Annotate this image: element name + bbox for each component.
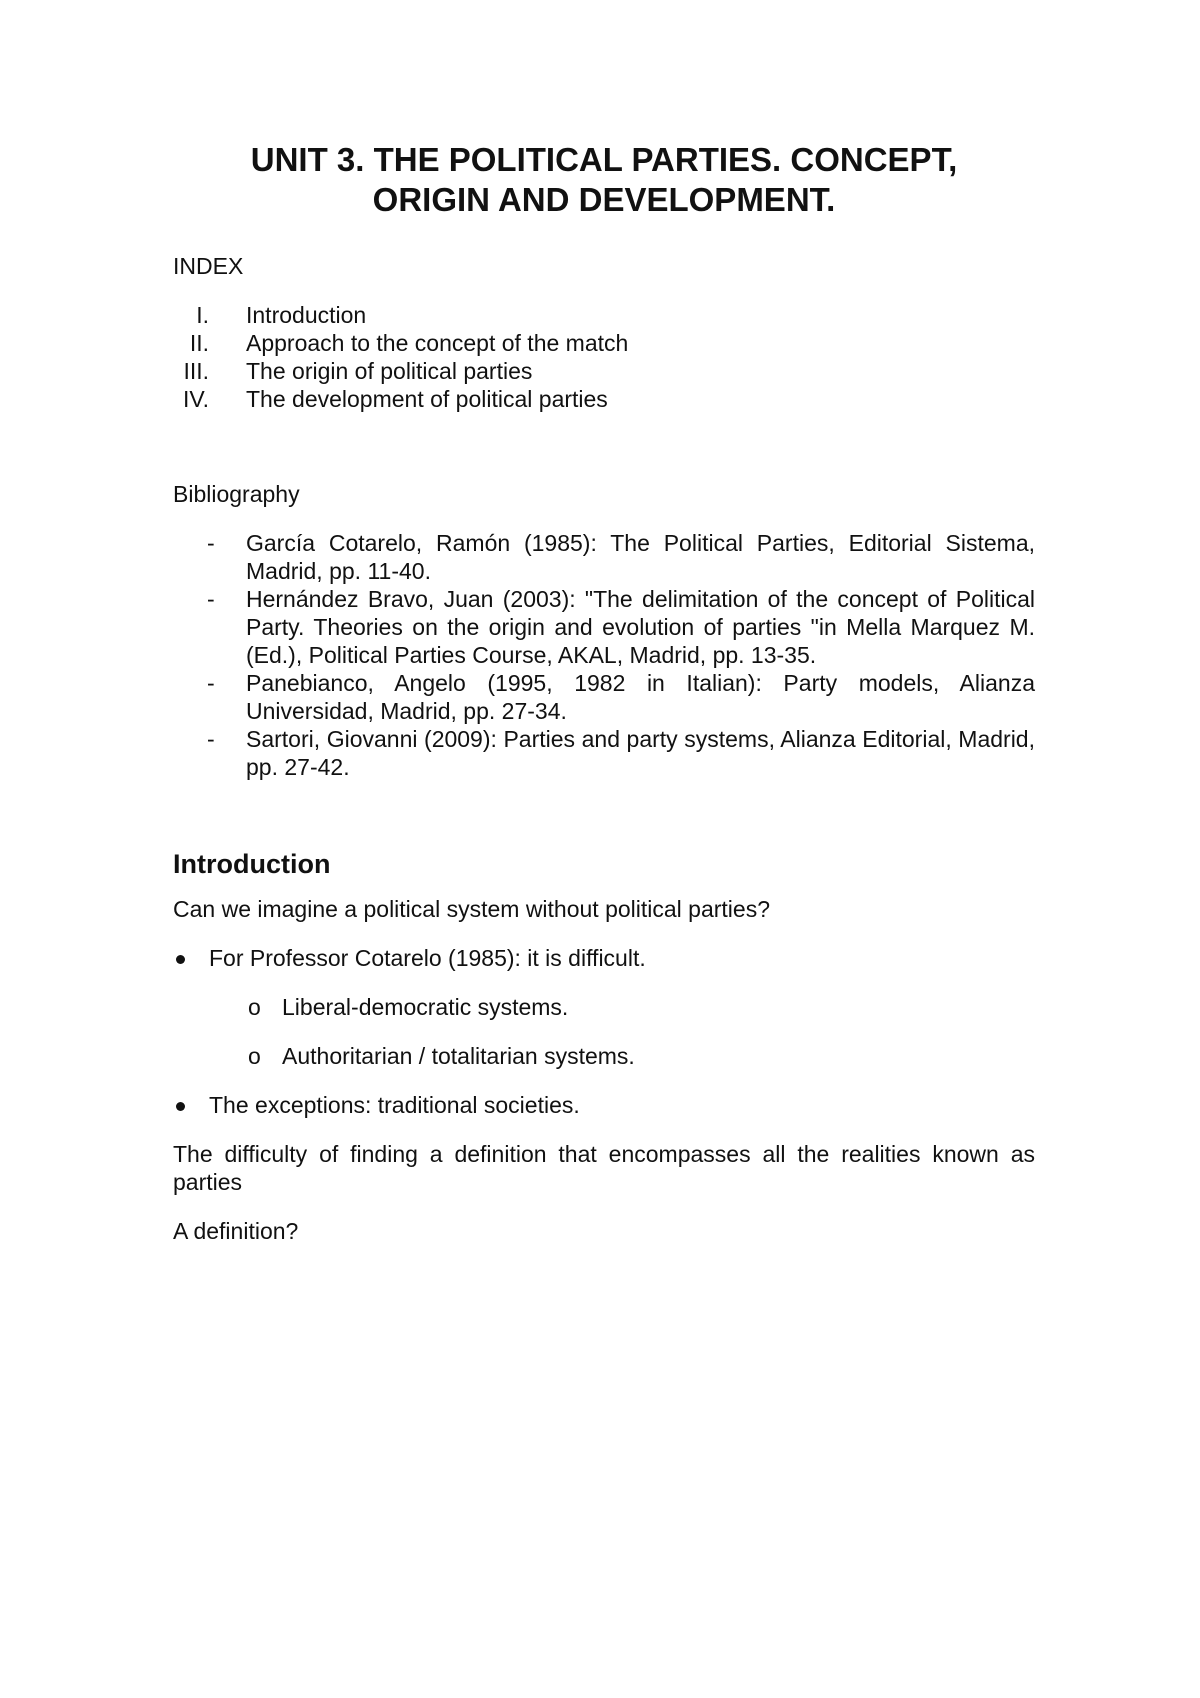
dash-marker: - xyxy=(207,670,215,696)
index-list xyxy=(173,301,1035,413)
document-page xyxy=(173,140,1035,1266)
title-line-1: UNIT 3. THE POLITICAL PARTIES. CONCEPT, xyxy=(250,141,958,178)
intro-question: Can we imagine a political system without political parties? xyxy=(173,896,771,922)
index-number: I. xyxy=(196,302,209,328)
index-item xyxy=(173,329,1035,357)
index-number: III. xyxy=(183,358,209,384)
index-text: The origin of political parties xyxy=(246,358,533,384)
bullet-dot-icon xyxy=(176,1102,185,1111)
bibliography-text: Hernández Bravo, Juan (2003): "The delimitation of the concept of Political Party. Theories on the origin and evolution of parties "in Mella Marquez M. (Ed.), Political Parties Course, AKAL, Madrid, pp. 13-35. xyxy=(246,586,1035,668)
document-title xyxy=(173,140,1035,220)
bibliography-list xyxy=(173,529,1035,781)
index-item xyxy=(173,385,1035,413)
sub-bullet-item xyxy=(173,1042,1035,1070)
index-item xyxy=(173,357,1035,385)
dash-marker: - xyxy=(207,726,215,752)
bibliography-text: Panebianco, Angelo (1995, 1982 in Italian): Party models, Alianza Universidad, Madrid, pp. 27-34. xyxy=(246,670,1035,724)
bullet-text: For Professor Cotarelo (1985): it is difficult. xyxy=(209,945,646,971)
index-text: Approach to the concept of the match xyxy=(246,330,629,356)
bibliography-entry xyxy=(173,585,1035,669)
difficulty-paragraph: The difficulty of finding a definition that encompasses all the realities known as parties xyxy=(173,1141,1035,1195)
bibliography-label: Bibliography xyxy=(173,481,300,507)
index-label: INDEX xyxy=(173,253,244,279)
index-text: Introduction xyxy=(246,302,367,328)
dash-marker: - xyxy=(207,586,215,612)
index-text: The development of political parties xyxy=(246,386,608,412)
title-line-2: ORIGIN AND DEVELOPMENT. xyxy=(372,181,836,218)
index-item xyxy=(173,301,1035,329)
introduction-heading: Introduction xyxy=(173,849,331,879)
definition-question: A definition? xyxy=(173,1218,299,1244)
sub-bullet-text: Authoritarian / totalitarian systems. xyxy=(282,1043,635,1069)
sub-bullet-item xyxy=(173,993,1035,1021)
bullet-item xyxy=(173,944,1035,972)
bullet-item xyxy=(173,1091,1035,1119)
bibliography-entry xyxy=(173,529,1035,585)
bullet-text: The exceptions: traditional societies. xyxy=(209,1092,580,1118)
bibliography-text: García Cotarelo, Ramón (1985): The Political Parties, Editorial Sistema, Madrid, pp. 11-40. xyxy=(246,530,1035,584)
bibliography-entry xyxy=(173,669,1035,725)
index-number: II. xyxy=(189,330,209,356)
sub-bullet-text: Liberal-democratic systems. xyxy=(282,994,569,1020)
bibliography-entry xyxy=(173,725,1035,781)
bibliography-text: Sartori, Giovanni (2009): Parties and party systems, Alianza Editorial, Madrid, pp. 27-42. xyxy=(246,726,1035,780)
circle-marker: o xyxy=(248,994,261,1020)
circle-marker: o xyxy=(248,1043,261,1069)
index-number: IV. xyxy=(182,386,209,412)
dash-marker: - xyxy=(207,530,215,556)
bullet-dot-icon xyxy=(176,955,185,964)
